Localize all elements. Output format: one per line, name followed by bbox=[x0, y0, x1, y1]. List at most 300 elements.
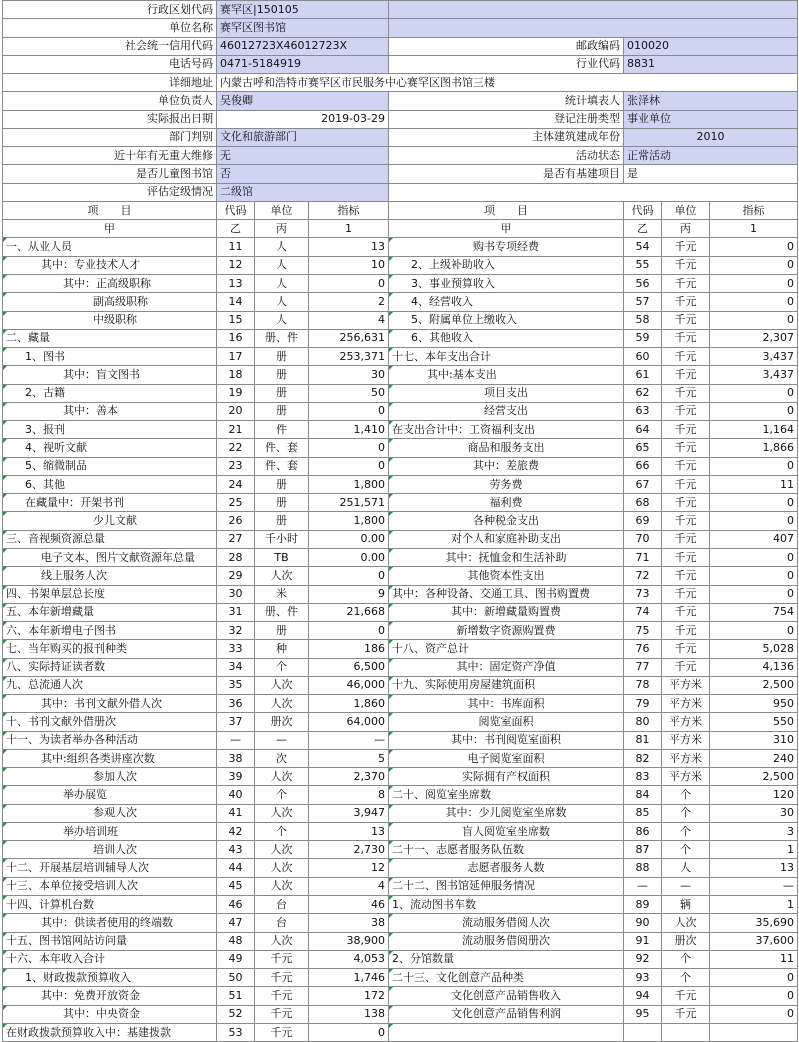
table-row bbox=[3, 1005, 798, 1023]
item-value[interactable]: 0 bbox=[710, 987, 798, 1005]
item-unit: 平方米 bbox=[662, 713, 710, 731]
item-value[interactable]: 3,437 bbox=[710, 366, 798, 384]
item-label: 十、书刊文献外借册次 bbox=[3, 713, 217, 731]
item-label: 十三、本单位接受培训人次 bbox=[3, 877, 217, 895]
item-label: 电子阅览室面积 bbox=[389, 749, 624, 767]
header-filler bbox=[389, 1, 798, 19]
item-label: 2、古籍 bbox=[3, 384, 217, 402]
item-label: 6、其他 bbox=[3, 475, 217, 493]
phone-field[interactable]: 0471-5184919 bbox=[217, 55, 389, 73]
item-unit: 千元 bbox=[662, 329, 710, 347]
item-unit: 人 bbox=[255, 274, 309, 292]
unit-head-field[interactable]: 吴俊卿 bbox=[217, 92, 389, 110]
item-value[interactable]: 3 bbox=[710, 822, 798, 840]
item-label: 十八、资产总计 bbox=[389, 640, 624, 658]
item-unit: 千元 bbox=[662, 274, 710, 292]
item-label: 项目支出 bbox=[389, 384, 624, 402]
item-value[interactable]: — bbox=[309, 731, 389, 749]
item-value[interactable]: 3,947 bbox=[309, 804, 389, 822]
item-unit: 千元 bbox=[662, 421, 710, 439]
repair-field[interactable]: 无 bbox=[217, 147, 389, 165]
item-unit: 册次 bbox=[255, 713, 309, 731]
stat-head-field[interactable]: 张泽林 bbox=[624, 92, 798, 110]
col-unit-sub: 丙 bbox=[662, 220, 710, 238]
item-code: 61 bbox=[624, 366, 662, 384]
item-value[interactable]: 240 bbox=[710, 749, 798, 767]
table-row bbox=[3, 548, 798, 566]
item-label: 在藏量中：开架书刊 bbox=[3, 494, 217, 512]
item-value[interactable]: 1,866 bbox=[710, 439, 798, 457]
table-row bbox=[3, 786, 798, 804]
item-code: 14 bbox=[217, 293, 255, 311]
item-code: 38 bbox=[217, 749, 255, 767]
col-item-sub: 甲 bbox=[3, 220, 217, 238]
item-unit: 千元 bbox=[255, 1023, 309, 1041]
item-value[interactable]: 172 bbox=[309, 987, 389, 1005]
table-row bbox=[3, 494, 798, 512]
item-code: 16 bbox=[217, 329, 255, 347]
dept-field[interactable]: 文化和旅游部门 bbox=[217, 128, 389, 146]
item-label: 六、本年新增电子图书 bbox=[3, 622, 217, 640]
item-value[interactable]: 30 bbox=[309, 366, 389, 384]
item-value[interactable]: 0.00 bbox=[309, 530, 389, 548]
item-label: 2、上级补助收入 bbox=[389, 256, 624, 274]
item-unit: 千元 bbox=[662, 494, 710, 512]
item-unit: 辆 bbox=[662, 896, 710, 914]
item-value[interactable]: 46 bbox=[309, 896, 389, 914]
table-row bbox=[3, 859, 798, 877]
phone-label: 电话号码 bbox=[3, 55, 217, 73]
address-field[interactable]: 内蒙古呼和浩特市赛罕区市民服务中心赛罕区图书馆三楼 bbox=[217, 74, 798, 92]
status-field[interactable]: 正常活动 bbox=[624, 147, 798, 165]
item-unit: 千元 bbox=[662, 567, 710, 585]
item-value[interactable]: 550 bbox=[710, 713, 798, 731]
item-label: 举办培训班 bbox=[3, 822, 217, 840]
item-label: 十七、本年支出合计 bbox=[389, 348, 624, 366]
item-unit: 千元 bbox=[662, 622, 710, 640]
item-unit: 册 bbox=[255, 622, 309, 640]
statistics-table bbox=[2, 0, 798, 1042]
item-value[interactable]: 0 bbox=[710, 1005, 798, 1023]
item-code: 22 bbox=[217, 439, 255, 457]
item-unit: 千元 bbox=[662, 585, 710, 603]
table-row bbox=[3, 329, 798, 347]
item-unit: 个 bbox=[662, 841, 710, 859]
col-code-sub: 乙 bbox=[217, 220, 255, 238]
item-label: 其他资本性支出 bbox=[389, 567, 624, 585]
item-unit: 千小时 bbox=[255, 530, 309, 548]
item-value[interactable]: 64,000 bbox=[309, 713, 389, 731]
item-value[interactable]: 0 bbox=[710, 457, 798, 475]
item-label: 5、附属单位上缴收入 bbox=[389, 311, 624, 329]
item-unit: 个 bbox=[662, 950, 710, 968]
col-item-sub: 甲 bbox=[389, 220, 624, 238]
table-row bbox=[3, 603, 798, 621]
item-code: 32 bbox=[217, 622, 255, 640]
item-value[interactable]: 4,053 bbox=[309, 950, 389, 968]
item-label: 二十三、文化创意产品种类 bbox=[389, 969, 624, 987]
col-unit-header: 单位 bbox=[255, 201, 309, 219]
item-code bbox=[624, 1023, 662, 1041]
item-code: 62 bbox=[624, 384, 662, 402]
item-code: 70 bbox=[624, 530, 662, 548]
item-code: 65 bbox=[624, 439, 662, 457]
item-value[interactable]: 256,631 bbox=[309, 329, 389, 347]
item-value[interactable]: 35,690 bbox=[710, 914, 798, 932]
table-row bbox=[3, 932, 798, 950]
item-label: 在财政拨款预算收入中：基建拨款 bbox=[3, 1023, 217, 1041]
item-label: 培训人次 bbox=[3, 841, 217, 859]
table-row bbox=[3, 749, 798, 767]
item-value[interactable]: 46,000 bbox=[309, 676, 389, 694]
item-label: 购书专项经费 bbox=[389, 238, 624, 256]
industry-code-label: 行业代码 bbox=[389, 55, 624, 73]
table-row bbox=[3, 640, 798, 658]
item-label: 副高级职称 bbox=[3, 293, 217, 311]
header-filler bbox=[389, 183, 798, 201]
item-value[interactable]: 4 bbox=[309, 311, 389, 329]
item-code: 47 bbox=[217, 914, 255, 932]
item-unit: 人次 bbox=[255, 877, 309, 895]
col-code-header: 代码 bbox=[217, 201, 255, 219]
item-value[interactable]: 0 bbox=[710, 293, 798, 311]
region-code-field[interactable]: 赛罕区|150105 bbox=[217, 1, 389, 19]
item-value[interactable]: 0 bbox=[309, 622, 389, 640]
item-value[interactable]: 186 bbox=[309, 640, 389, 658]
item-unit: 人次 bbox=[255, 695, 309, 713]
item-value[interactable]: 0 bbox=[710, 567, 798, 585]
item-label: 其中：中央资金 bbox=[3, 1005, 217, 1023]
item-unit: 人 bbox=[255, 256, 309, 274]
item-code: 48 bbox=[217, 932, 255, 950]
item-unit: 册 bbox=[255, 494, 309, 512]
item-value[interactable]: — bbox=[710, 877, 798, 895]
item-label: 对个人和家庭补助支出 bbox=[389, 530, 624, 548]
item-unit: — bbox=[255, 731, 309, 749]
item-code: 13 bbox=[217, 274, 255, 292]
item-value[interactable]: 0 bbox=[710, 494, 798, 512]
item-value[interactable]: 1,164 bbox=[710, 421, 798, 439]
item-code: 76 bbox=[624, 640, 662, 658]
item-unit: 平方米 bbox=[662, 731, 710, 749]
table-row bbox=[3, 567, 798, 585]
item-label: 二十、阅览室坐席数 bbox=[389, 786, 624, 804]
item-code: 64 bbox=[624, 421, 662, 439]
item-value[interactable]: 2 bbox=[309, 293, 389, 311]
item-value[interactable]: 5,028 bbox=[710, 640, 798, 658]
dept-label: 部门判别 bbox=[3, 128, 217, 146]
status-label: 活动状态 bbox=[389, 147, 624, 165]
item-label: 盲人阅览室坐席数 bbox=[389, 822, 624, 840]
item-code: 44 bbox=[217, 859, 255, 877]
item-value[interactable]: 0 bbox=[309, 457, 389, 475]
base-build-field[interactable]: 是 bbox=[624, 165, 798, 183]
item-unit: 人次 bbox=[255, 567, 309, 585]
item-code: 73 bbox=[624, 585, 662, 603]
item-code: 85 bbox=[624, 804, 662, 822]
item-unit: 个 bbox=[255, 658, 309, 676]
item-label: 在支出合计中：工资福利支出 bbox=[389, 421, 624, 439]
item-value[interactable]: 0 bbox=[309, 1023, 389, 1041]
table-row bbox=[3, 311, 798, 329]
item-label: 二十一、志愿者服务队伍数 bbox=[389, 841, 624, 859]
item-value[interactable]: 950 bbox=[710, 695, 798, 713]
item-value[interactable]: 1,800 bbox=[309, 512, 389, 530]
item-value[interactable]: 754 bbox=[710, 603, 798, 621]
item-code: 88 bbox=[624, 859, 662, 877]
item-code: 46 bbox=[217, 896, 255, 914]
item-unit: 人次 bbox=[662, 914, 710, 932]
unit-name-field[interactable]: 赛罕区图书馆 bbox=[217, 19, 389, 37]
item-code: 31 bbox=[217, 603, 255, 621]
item-code: 17 bbox=[217, 348, 255, 366]
item-unit: 平方米 bbox=[662, 768, 710, 786]
item-value[interactable]: 407 bbox=[710, 530, 798, 548]
item-value[interactable]: 0 bbox=[309, 402, 389, 420]
item-value[interactable]: 120 bbox=[710, 786, 798, 804]
item-value[interactable]: 11 bbox=[710, 950, 798, 968]
item-value[interactable]: 0 bbox=[710, 969, 798, 987]
item-value[interactable]: 2,500 bbox=[710, 676, 798, 694]
table-row bbox=[3, 713, 798, 731]
item-value[interactable]: 310 bbox=[710, 731, 798, 749]
item-unit: 千元 bbox=[662, 603, 710, 621]
build-year-field[interactable]: 2010 bbox=[624, 128, 798, 146]
item-unit: 千元 bbox=[662, 530, 710, 548]
item-unit: 册、件 bbox=[255, 603, 309, 621]
item-value[interactable]: 12 bbox=[309, 859, 389, 877]
item-label: 2、分馆数量 bbox=[389, 950, 624, 968]
item-value[interactable]: 10 bbox=[309, 256, 389, 274]
item-label: 十二、开展基层培训辅导人次 bbox=[3, 859, 217, 877]
item-label: 流动服务借阅人次 bbox=[389, 914, 624, 932]
item-unit: 个 bbox=[255, 822, 309, 840]
item-unit: 千元 bbox=[662, 475, 710, 493]
item-value[interactable]: 21,668 bbox=[309, 603, 389, 621]
item-value[interactable]: 11 bbox=[710, 475, 798, 493]
item-code: 26 bbox=[217, 512, 255, 530]
item-value[interactable]: 2,500 bbox=[710, 768, 798, 786]
item-unit: 千元 bbox=[662, 256, 710, 274]
item-code: 50 bbox=[217, 969, 255, 987]
item-code: 40 bbox=[217, 786, 255, 804]
item-value[interactable]: 3,437 bbox=[710, 348, 798, 366]
children-library-field[interactable]: 否 bbox=[217, 165, 389, 183]
item-unit: 人次 bbox=[255, 676, 309, 694]
item-value[interactable]: 0 bbox=[710, 622, 798, 640]
item-code: 34 bbox=[217, 658, 255, 676]
item-code: 23 bbox=[217, 457, 255, 475]
item-unit: 千元 bbox=[662, 366, 710, 384]
item-value[interactable]: 0.00 bbox=[309, 548, 389, 566]
col-item-header: 项 目 bbox=[3, 201, 217, 219]
item-label: 举办展览 bbox=[3, 786, 217, 804]
item-value[interactable]: 1,746 bbox=[309, 969, 389, 987]
item-value[interactable]: 0 bbox=[710, 311, 798, 329]
item-value[interactable]: 13 bbox=[309, 238, 389, 256]
item-value[interactable]: 1 bbox=[710, 841, 798, 859]
reg-type-field[interactable]: 事业单位 bbox=[624, 110, 798, 128]
item-label: 阅览室面积 bbox=[389, 713, 624, 731]
item-unit: 千元 bbox=[662, 238, 710, 256]
table-row bbox=[3, 439, 798, 457]
item-value[interactable]: 1,410 bbox=[309, 421, 389, 439]
item-code: 45 bbox=[217, 877, 255, 895]
item-value[interactable]: 0 bbox=[309, 274, 389, 292]
item-code: 81 bbox=[624, 731, 662, 749]
item-unit: 次 bbox=[255, 749, 309, 767]
item-code: 52 bbox=[217, 1005, 255, 1023]
item-code: — bbox=[624, 877, 662, 895]
item-value[interactable]: 0 bbox=[710, 512, 798, 530]
report-date-field[interactable]: 2019-03-29 bbox=[217, 110, 389, 128]
item-value[interactable]: 4,136 bbox=[710, 658, 798, 676]
item-value[interactable]: 13 bbox=[309, 822, 389, 840]
item-value[interactable]: 13 bbox=[710, 859, 798, 877]
item-label: 其中：专业技术人才 bbox=[3, 256, 217, 274]
postcode-field[interactable]: 010020 bbox=[624, 37, 798, 55]
item-value[interactable]: 9 bbox=[309, 585, 389, 603]
item-label: 3、报刊 bbox=[3, 421, 217, 439]
item-value[interactable]: 37,600 bbox=[710, 932, 798, 950]
table-row bbox=[3, 695, 798, 713]
table-row bbox=[3, 348, 798, 366]
credit-code-field[interactable]: 46012723X46012723X bbox=[217, 37, 389, 55]
header-filler bbox=[389, 19, 798, 37]
table-row bbox=[3, 877, 798, 895]
item-value[interactable]: 138 bbox=[309, 1005, 389, 1023]
item-code: 18 bbox=[217, 366, 255, 384]
item-code: 84 bbox=[624, 786, 662, 804]
item-unit: 千元 bbox=[662, 987, 710, 1005]
grade-field[interactable]: 二级馆 bbox=[217, 183, 389, 201]
item-code: 19 bbox=[217, 384, 255, 402]
item-unit: 千元 bbox=[662, 457, 710, 475]
table-row bbox=[3, 950, 798, 968]
item-value[interactable]: 0 bbox=[710, 238, 798, 256]
item-value[interactable]: 8 bbox=[309, 786, 389, 804]
item-code: 27 bbox=[217, 530, 255, 548]
item-unit: 册 bbox=[255, 366, 309, 384]
item-unit: 千元 bbox=[662, 348, 710, 366]
item-code: 53 bbox=[217, 1023, 255, 1041]
item-value[interactable]: 2,370 bbox=[309, 768, 389, 786]
item-code: 29 bbox=[217, 567, 255, 585]
item-unit: 件、套 bbox=[255, 439, 309, 457]
item-value[interactable]: 38 bbox=[309, 914, 389, 932]
item-unit: 个 bbox=[662, 822, 710, 840]
item-code: 51 bbox=[217, 987, 255, 1005]
item-code: 54 bbox=[624, 238, 662, 256]
item-value[interactable]: 0 bbox=[309, 567, 389, 585]
item-label: 少儿文献 bbox=[3, 512, 217, 530]
table-row bbox=[3, 914, 798, 932]
item-code: 87 bbox=[624, 841, 662, 859]
item-code: 11 bbox=[217, 238, 255, 256]
item-unit: 册 bbox=[255, 512, 309, 530]
item-value[interactable]: 251,571 bbox=[309, 494, 389, 512]
table-row bbox=[3, 238, 798, 256]
item-label: 二十二、图书馆延伸服务情况 bbox=[389, 877, 624, 895]
item-label: 其中：抚恤金和生活补助 bbox=[389, 548, 624, 566]
item-value[interactable]: 30 bbox=[710, 804, 798, 822]
item-value[interactable]: 38,900 bbox=[309, 932, 389, 950]
item-label: 流动服务借阅册次 bbox=[389, 932, 624, 950]
item-code: 94 bbox=[624, 987, 662, 1005]
item-value[interactable]: 50 bbox=[309, 384, 389, 402]
item-unit: 册 bbox=[255, 384, 309, 402]
item-label: 十五、图书馆网站访问量 bbox=[3, 932, 217, 950]
item-value[interactable]: 4 bbox=[309, 877, 389, 895]
item-label: 十六、本年收入合计 bbox=[3, 950, 217, 968]
item-unit: 千元 bbox=[662, 548, 710, 566]
item-label: 其中：免费开放资金 bbox=[3, 987, 217, 1005]
item-code: 49 bbox=[217, 950, 255, 968]
item-label: 实际拥有产权面积 bbox=[389, 768, 624, 786]
item-value[interactable]: 1 bbox=[710, 896, 798, 914]
item-label: 七、当年购买的报刊种类 bbox=[3, 640, 217, 658]
item-value[interactable]: 0 bbox=[710, 402, 798, 420]
item-value[interactable]: 0 bbox=[710, 548, 798, 566]
item-value[interactable] bbox=[710, 1023, 798, 1041]
table-row bbox=[3, 676, 798, 694]
item-value[interactable]: 1,800 bbox=[309, 475, 389, 493]
item-unit: 千元 bbox=[662, 658, 710, 676]
item-value[interactable]: 0 bbox=[710, 256, 798, 274]
item-value[interactable]: 0 bbox=[710, 585, 798, 603]
item-label: 劳务费 bbox=[389, 475, 624, 493]
table-row bbox=[3, 987, 798, 1005]
table-row bbox=[3, 731, 798, 749]
item-value[interactable]: 0 bbox=[710, 384, 798, 402]
item-label: 其中:基本支出 bbox=[389, 366, 624, 384]
item-value[interactable]: 6,500 bbox=[309, 658, 389, 676]
item-label: 其中：供读者使用的终端数 bbox=[3, 914, 217, 932]
item-unit: 千元 bbox=[255, 1005, 309, 1023]
item-code: 37 bbox=[217, 713, 255, 731]
item-value[interactable]: 5 bbox=[309, 749, 389, 767]
item-value[interactable]: 2,307 bbox=[710, 329, 798, 347]
item-code: 15 bbox=[217, 311, 255, 329]
item-code: 20 bbox=[217, 402, 255, 420]
table-row bbox=[3, 1023, 798, 1041]
item-unit: 人 bbox=[662, 859, 710, 877]
item-code: 30 bbox=[217, 585, 255, 603]
item-unit: 册 bbox=[255, 402, 309, 420]
industry-code-field[interactable]: 8831 bbox=[624, 55, 798, 73]
column-header-row bbox=[3, 201, 798, 219]
table-row bbox=[3, 293, 798, 311]
table-row bbox=[3, 804, 798, 822]
item-value[interactable]: 0 bbox=[309, 439, 389, 457]
item-unit: 个 bbox=[255, 786, 309, 804]
item-value[interactable]: 2,730 bbox=[309, 841, 389, 859]
item-label: 中级职称 bbox=[3, 311, 217, 329]
item-label: 其中：书刊阅览室面积 bbox=[389, 731, 624, 749]
item-code: 55 bbox=[624, 256, 662, 274]
item-value[interactable]: 253,371 bbox=[309, 348, 389, 366]
item-unit: 人次 bbox=[255, 932, 309, 950]
item-label bbox=[389, 1023, 624, 1041]
item-value[interactable]: 1,860 bbox=[309, 695, 389, 713]
item-label: 其中：正高级职称 bbox=[3, 274, 217, 292]
item-unit: 台 bbox=[255, 896, 309, 914]
item-label: 3、事业预算收入 bbox=[389, 274, 624, 292]
item-value[interactable]: 0 bbox=[710, 274, 798, 292]
item-code: 42 bbox=[217, 822, 255, 840]
item-code: 69 bbox=[624, 512, 662, 530]
item-label: 1、图书 bbox=[3, 348, 217, 366]
